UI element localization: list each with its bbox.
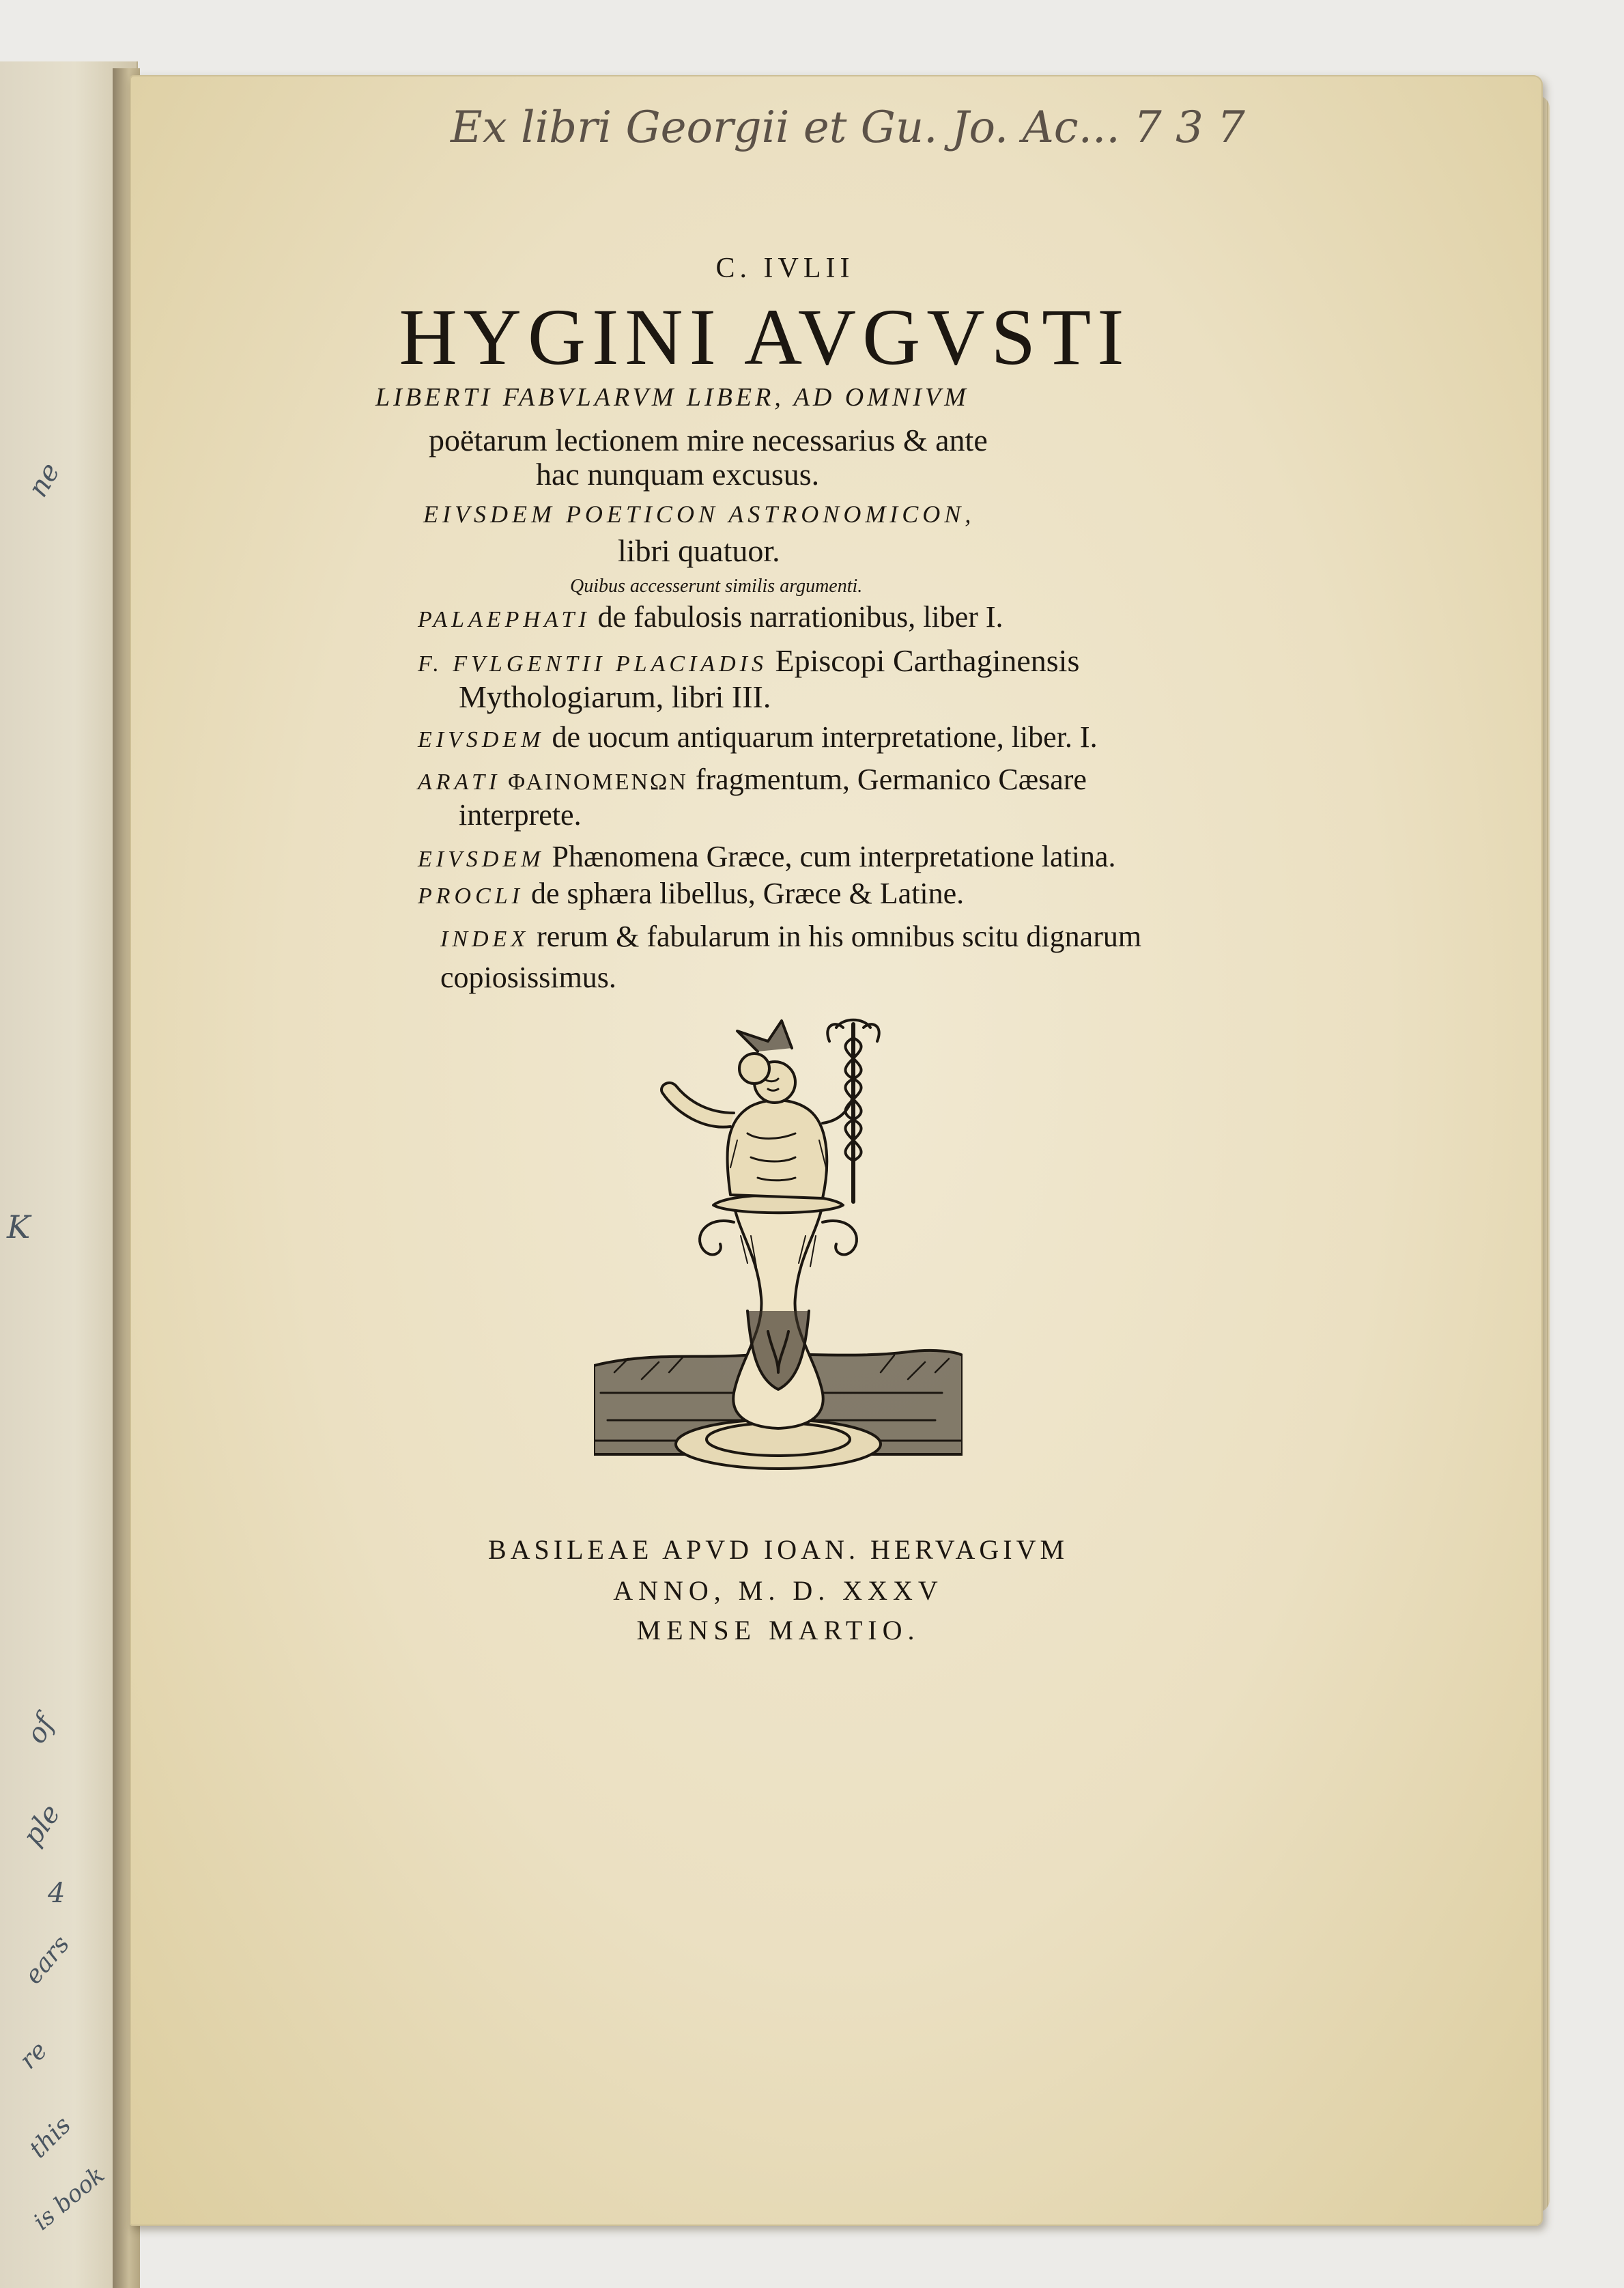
inscription-text: Ex libri Georgii et Gu. Jo. Ac... 7 3 7 (451, 102, 1245, 153)
entry-proclus (418, 879, 964, 909)
entry-greek-word: ΦΑΙΝΟΜΕΝΩΝ (508, 769, 688, 795)
supplement-note: Quibus accesserunt similis argumenti. (570, 576, 863, 597)
printers-device-woodcut (594, 1011, 963, 1516)
entry-palaephatus (418, 602, 1003, 632)
entry-index (440, 922, 1141, 952)
entry-text: fragmentum, Germanico Cæsare (695, 763, 1087, 796)
entry-aratus (418, 765, 1087, 795)
entry-text: Phænomena Græce, cum interpretatione latina. (552, 840, 1116, 873)
author-prefix: C. IVLII (715, 253, 855, 284)
entry-fulgentius (418, 645, 1079, 677)
entry-name: F. FVLGENTII PLACIADIS (418, 651, 767, 677)
entry-eiusdem-phaenomena (418, 842, 1115, 872)
entry-fulgentius-cont: Mythologiarum, libri III. (459, 679, 771, 714)
left-page-fragment: ne K of ple 4 ears re this is book (0, 61, 138, 2288)
entry-index-cont: copiosissimus. (440, 961, 616, 994)
imprint-line-1: BASILEAE APVD IOAN. HERVAGIVM (487, 1534, 1069, 1565)
entry-text: rerum & fabularum in his omnibus scitu dignarum (537, 920, 1142, 953)
entry-text: de fabulosis narrationibus, liber I. (597, 600, 1003, 634)
subtitle-line-3: hac nunquam excusus. (536, 457, 820, 492)
entry-text: de sphæra libellus, Græce & Latine. (531, 877, 965, 910)
astronomicon-line-2: libri quatuor. (618, 533, 780, 568)
entry-name: EIVSDEM (418, 847, 545, 872)
entry-text: de uocum antiquarum interpretatione, liber. I. (552, 720, 1098, 754)
subtitle-line-1: LIBERTI FABVLARVM LIBER, AD OMNIVM (375, 383, 969, 412)
entry-name: PALAEPHATI (418, 607, 590, 632)
entry-text: Episcopi Carthaginensis (775, 643, 1080, 678)
entry-eiusdem-uocum (418, 722, 1098, 752)
entry-name: PROCLI (418, 884, 524, 909)
handwritten-inscription (451, 102, 1245, 157)
author-name: HYGINI AVGVSTI (399, 292, 1130, 382)
imprint-line-2: ANNO, M. D. XXXV (613, 1575, 943, 1606)
astronomicon-line-1: EIVSDEM POETICON ASTRONOMICON, (423, 500, 975, 528)
entry-name: EIVSDEM (418, 727, 545, 752)
entry-aratus-cont: interprete. (459, 798, 582, 832)
entry-name: INDEX (440, 927, 530, 952)
imprint-line-3: MENSE MARTIO. (636, 1615, 920, 1646)
subtitle-line-2: poëtarum lectionem mire necessarius & ante (429, 423, 988, 457)
entry-name: ARATI (418, 769, 501, 795)
